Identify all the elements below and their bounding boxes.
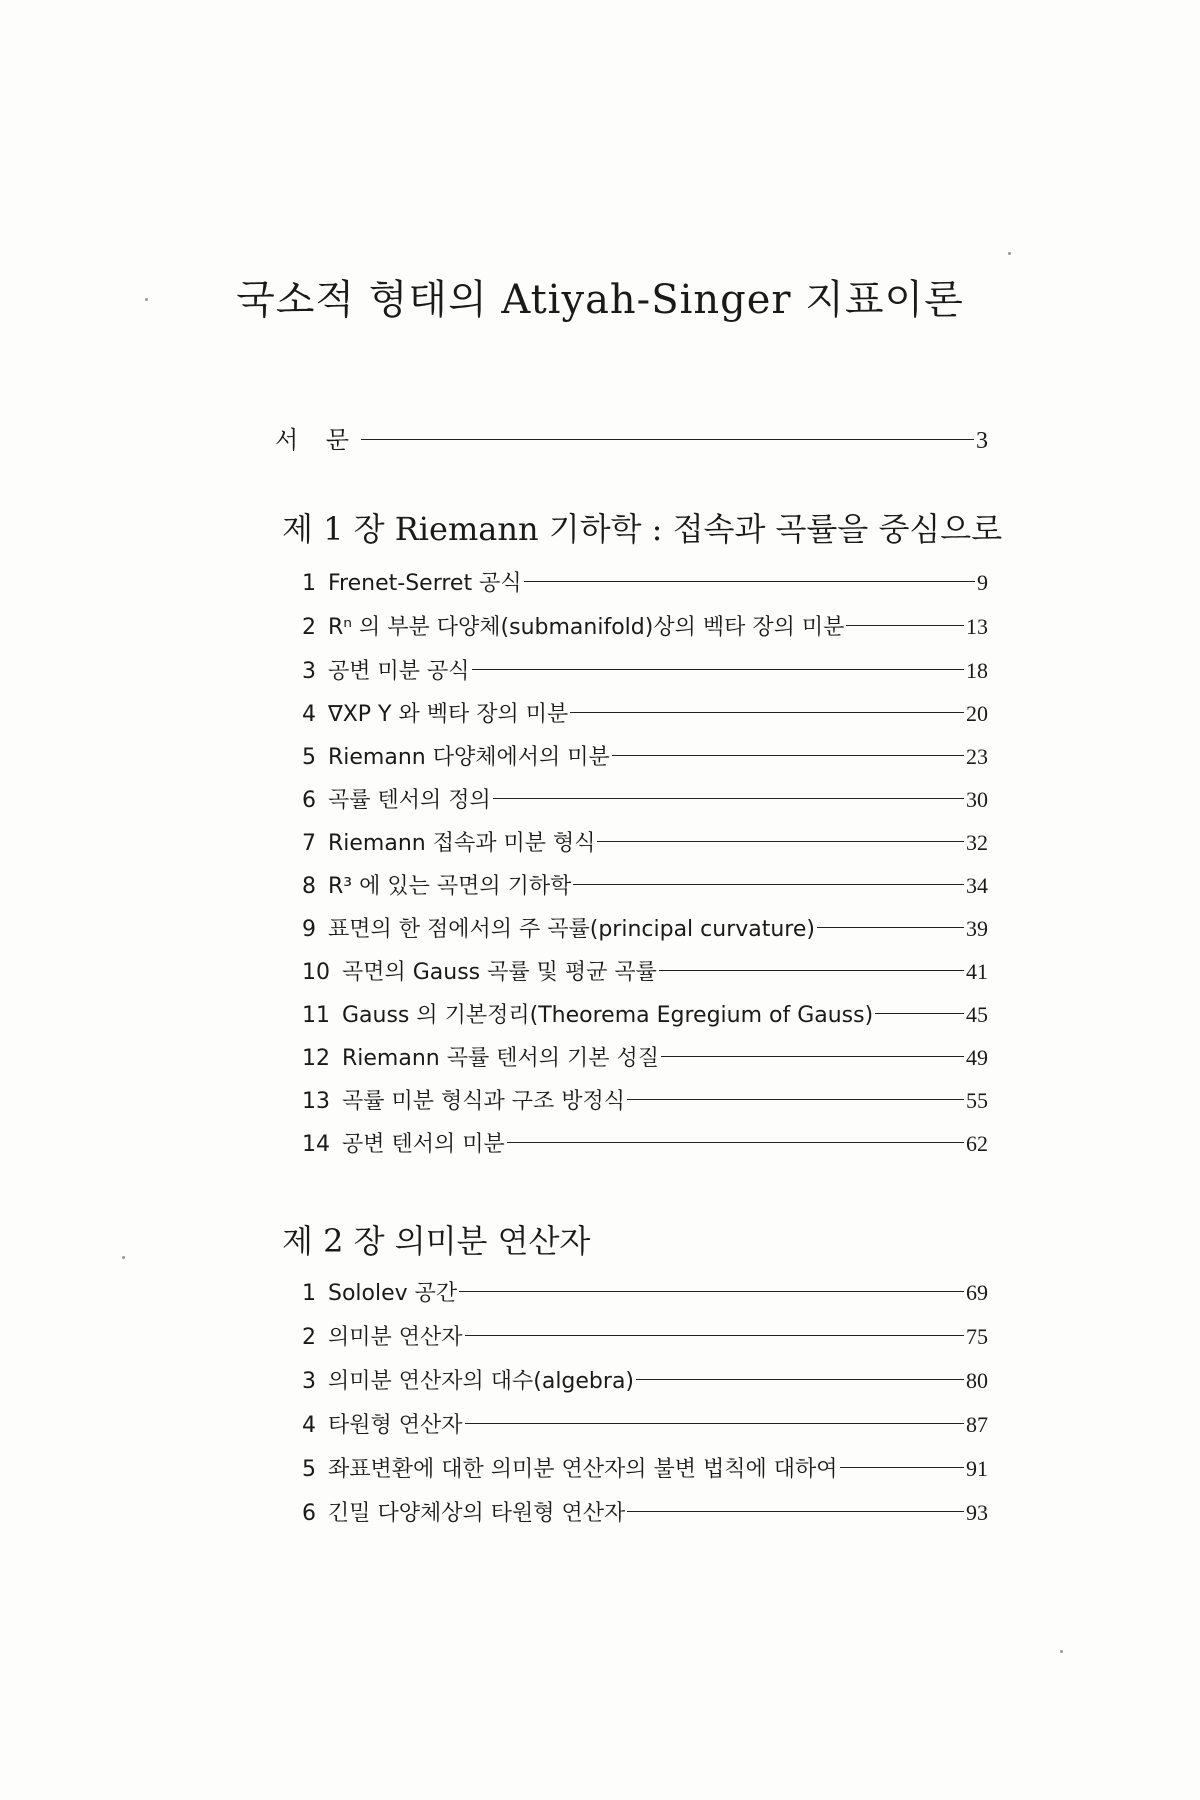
book-title: 국소적 형태의 Atiyah-Singer 지표이론 — [236, 277, 964, 323]
dot-leader — [612, 755, 964, 756]
toc-entry[interactable] — [302, 1452, 988, 1483]
dot-leader — [627, 1511, 964, 1512]
dot-leader — [493, 798, 964, 799]
entry-number: 3 — [302, 659, 316, 684]
entry-number: 7 — [302, 831, 316, 856]
scan-speck — [145, 298, 148, 301]
entry-page: 32 — [966, 830, 988, 855]
entry-title: 곡률 미분 형식과 구조 방정식 — [342, 1089, 625, 1114]
entry-page: 69 — [966, 1280, 988, 1305]
entry-title: 좌표변환에 대한 의미분 연산자의 불변 법칙에 대하여 — [328, 1457, 838, 1482]
scan-speck — [122, 1256, 125, 1259]
toc-entry[interactable] — [302, 697, 988, 728]
entry-number: 12 — [302, 1046, 330, 1071]
entry-page: 18 — [966, 658, 988, 683]
dot-leader — [361, 439, 974, 440]
scan-speck — [1008, 252, 1011, 255]
dot-leader — [817, 927, 964, 928]
toc-entry[interactable] — [302, 998, 988, 1029]
entry-title: 곡면의 Gauss 곡률 및 평균 곡률 — [342, 960, 657, 985]
entry-number: 4 — [302, 1413, 316, 1438]
chapter-1-heading[interactable]: 제 1 장 Riemann 기하학 : 접속과 곡률을 중심으로 — [282, 510, 1003, 548]
entry-title: ∇XP Y 와 벡타 장의 미분 — [328, 702, 569, 727]
entry-page: 62 — [966, 1131, 988, 1156]
entry-number: 4 — [302, 702, 316, 727]
dot-leader — [597, 841, 964, 842]
entry-number: 2 — [302, 615, 316, 640]
toc-entry[interactable] — [302, 1408, 988, 1439]
dot-leader — [661, 1056, 964, 1057]
toc-entry[interactable] — [302, 1496, 988, 1527]
toc-preface[interactable] — [275, 420, 988, 455]
entry-number: 13 — [302, 1089, 330, 1114]
entry-number: 1 — [302, 1281, 316, 1306]
toc-entry[interactable] — [302, 740, 988, 771]
dot-leader — [459, 1291, 964, 1292]
entry-title: 긴밀 다양체상의 타원형 연산자 — [328, 1501, 626, 1526]
entry-page: 13 — [966, 614, 988, 639]
toc-entry[interactable] — [302, 869, 988, 900]
entry-title: 의미분 연산자의 대수(algebra) — [328, 1369, 635, 1394]
entry-title: 타원형 연산자 — [328, 1413, 463, 1438]
toc-entry[interactable] — [302, 1320, 988, 1351]
entry-page: 34 — [966, 873, 988, 898]
entry-title: Riemann 다양체에서의 미분 — [328, 745, 610, 770]
toc-entry[interactable] — [302, 1127, 988, 1158]
entry-title: 표면의 한 점에서의 주 곡률(principal curvature) — [328, 917, 815, 942]
entry-page: 91 — [966, 1456, 988, 1481]
entry-number: 10 — [302, 960, 330, 985]
entry-number: 14 — [302, 1132, 330, 1157]
scan-speck — [1060, 1650, 1063, 1653]
dot-leader — [840, 1467, 964, 1468]
entry-number: 5 — [302, 745, 316, 770]
toc-entry[interactable] — [302, 610, 988, 641]
dot-leader — [507, 1142, 964, 1143]
toc-entry[interactable] — [302, 912, 988, 943]
entry-number: 6 — [302, 788, 316, 813]
preface-page: 3 — [976, 428, 988, 454]
entry-page: 9 — [977, 570, 988, 595]
toc-entry[interactable] — [302, 1084, 988, 1115]
dot-leader — [524, 581, 975, 582]
entry-title: 공변 미분 공식 — [328, 659, 470, 684]
toc-entry[interactable] — [302, 654, 988, 685]
entry-number: 6 — [302, 1501, 316, 1526]
entry-title: Frenet-Serret 공식 — [328, 571, 522, 596]
entry-page: 41 — [966, 959, 988, 984]
entry-title: 곡률 텐서의 정의 — [328, 788, 491, 813]
entry-page: 39 — [966, 916, 988, 941]
toc-entry[interactable] — [302, 955, 988, 986]
dot-leader — [627, 1099, 964, 1100]
entry-number: 11 — [302, 1003, 330, 1028]
entry-title: R³ 에 있는 곡면의 기하학 — [328, 874, 572, 899]
entry-title: 공변 텐서의 미분 — [342, 1132, 505, 1157]
toc-entry[interactable] — [302, 1276, 988, 1307]
entry-number: 8 — [302, 874, 316, 899]
entry-page: 87 — [966, 1412, 988, 1437]
dot-leader — [875, 1013, 964, 1014]
dot-leader — [465, 1335, 964, 1336]
entry-title: 의미분 연산자 — [328, 1325, 463, 1350]
toc-entry[interactable] — [302, 826, 988, 857]
entry-page: 80 — [966, 1368, 988, 1393]
entry-page: 30 — [966, 787, 988, 812]
entry-number: 2 — [302, 1325, 316, 1350]
entry-title: Gauss 의 기본정리(Theorema Egregium of Gauss) — [342, 1003, 874, 1028]
entry-number: 9 — [302, 917, 316, 942]
toc-entry[interactable] — [302, 1364, 988, 1395]
entry-page: 45 — [966, 1002, 988, 1027]
entry-page: 55 — [966, 1088, 988, 1113]
entry-title: Riemann 곡률 텐서의 기본 성질 — [342, 1046, 659, 1071]
chapter-2-heading[interactable]: 제 2 장 의미분 연산자 — [282, 1222, 591, 1260]
entry-page: 93 — [966, 1500, 988, 1525]
entry-number: 1 — [302, 571, 316, 596]
dot-leader — [465, 1423, 964, 1424]
entry-title: Riemann 접속과 미분 형식 — [328, 831, 596, 856]
entry-number: 5 — [302, 1457, 316, 1482]
dot-leader — [573, 884, 964, 885]
entry-page: 23 — [966, 744, 988, 769]
dot-leader — [659, 970, 964, 971]
entry-page: 75 — [966, 1324, 988, 1349]
preface-label: 서 문 — [275, 426, 359, 454]
entry-page: 20 — [966, 701, 988, 726]
toc-entry[interactable] — [302, 1041, 988, 1072]
entry-title: Rⁿ 의 부분 다양체(submanifold)상의 벡타 장의 미분 — [328, 615, 845, 640]
dot-leader — [570, 712, 964, 713]
entry-number: 3 — [302, 1369, 316, 1394]
dot-leader — [636, 1379, 964, 1380]
toc-entry[interactable] — [302, 566, 988, 597]
toc-entry[interactable] — [302, 783, 988, 814]
dot-leader — [846, 625, 964, 626]
entry-title: Sololev 공간 — [328, 1281, 458, 1306]
dot-leader — [472, 669, 965, 670]
entry-page: 49 — [966, 1045, 988, 1070]
